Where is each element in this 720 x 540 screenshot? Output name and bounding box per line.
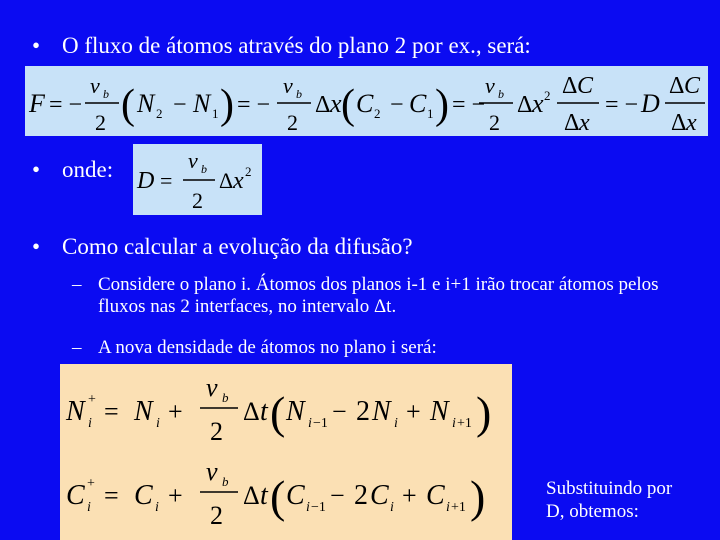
svg-text:t: t: [260, 396, 268, 427]
svg-text:D: D: [641, 89, 660, 118]
svg-text:Δ: Δ: [564, 110, 580, 136]
svg-text:2: 2: [192, 188, 203, 213]
sub-bullet-planes: [72, 274, 692, 319]
svg-text:2: 2: [210, 501, 223, 530]
svg-text:D: D: [137, 168, 155, 194]
svg-text:N: N: [372, 396, 391, 427]
svg-text:C: C: [370, 480, 389, 511]
svg-text:+: +: [168, 397, 183, 426]
svg-text:C: C: [286, 480, 305, 511]
svg-text:2: 2: [544, 88, 551, 103]
svg-text:−: −: [390, 92, 404, 118]
svg-text:): ): [476, 387, 492, 438]
svg-text:x: x: [330, 89, 342, 118]
diffusivity-equation-graphic: [133, 144, 262, 215]
side-note: Substituindo por D, obtemos:: [546, 478, 673, 522]
svg-text:i: i: [156, 416, 160, 431]
svg-text:−: −: [173, 92, 187, 118]
svg-text:Δ: Δ: [219, 168, 234, 193]
svg-text:x: x: [686, 110, 697, 136]
svg-text:ν: ν: [485, 73, 495, 98]
svg-text:−1: −1: [313, 416, 328, 431]
svg-text:x: x: [579, 110, 590, 136]
svg-text:C: C: [684, 73, 701, 99]
flux-equation: [25, 66, 708, 136]
svg-text:x: x: [532, 89, 544, 118]
svg-text:): ): [435, 82, 449, 128]
bullet-flux: [32, 33, 531, 58]
svg-text:2: 2: [210, 417, 223, 446]
svg-text:i: i: [390, 500, 394, 515]
svg-text:2: 2: [374, 106, 381, 121]
svg-text:−1: −1: [311, 500, 326, 515]
svg-text:): ): [220, 82, 234, 128]
bullet-question-text: Como calcular a evolução da difusão?: [62, 234, 413, 259]
svg-text:+1: +1: [457, 416, 472, 431]
dash-marker: –: [72, 274, 82, 295]
update-equations: [60, 364, 512, 540]
svg-text:2: 2: [156, 106, 163, 121]
svg-text:N: N: [66, 396, 85, 427]
sub-bullet-planes-text: Considere o plano i. Átomos dos planos i-1 e i+1 irão trocar átomos pelos fluxos nas 2 interfaces, no intervalo Δt.: [98, 274, 659, 318]
svg-text:=: =: [104, 397, 119, 426]
svg-text:2: 2: [287, 110, 298, 135]
svg-text:i: i: [452, 416, 456, 431]
svg-text:b: b: [222, 474, 229, 489]
svg-text:Δ: Δ: [562, 73, 578, 99]
sub-bullet-density: [72, 337, 692, 359]
bullet-marker: •: [32, 33, 41, 58]
svg-text:(: (: [121, 82, 135, 128]
svg-text:(: (: [341, 82, 355, 128]
svg-text:+1: +1: [451, 500, 466, 515]
svg-text:ν: ν: [90, 73, 100, 98]
bullet-marker: •: [32, 234, 41, 259]
svg-text:N: N: [134, 396, 153, 427]
svg-text:N: N: [193, 89, 211, 118]
svg-text:C: C: [577, 73, 594, 99]
svg-text:i: i: [446, 500, 450, 515]
svg-text:C: C: [66, 480, 85, 511]
svg-text:i: i: [306, 500, 310, 515]
svg-text:i: i: [155, 500, 159, 515]
svg-text:+: +: [406, 397, 421, 426]
svg-text:= −: = −: [452, 92, 486, 118]
svg-text:Δ: Δ: [517, 92, 533, 118]
svg-text:2: 2: [356, 396, 370, 427]
sub-bullet-density-text: A nova densidade de átomos no plano i será:: [98, 337, 437, 358]
svg-text:2: 2: [245, 164, 252, 179]
update-equations-graphic: [60, 364, 512, 540]
svg-text:Δ: Δ: [671, 110, 687, 136]
bullet-where: [32, 157, 113, 182]
svg-text:−: −: [330, 481, 345, 510]
svg-text:i: i: [87, 500, 91, 515]
svg-text:ν: ν: [188, 148, 198, 173]
svg-text:1: 1: [427, 106, 434, 121]
bullet-question: [32, 234, 413, 259]
svg-text:i: i: [308, 416, 312, 431]
svg-text:C: C: [426, 480, 445, 511]
diffusivity-equation: [133, 144, 262, 215]
svg-text:ν: ν: [283, 73, 293, 98]
dash-marker: –: [72, 337, 82, 358]
svg-text:b: b: [103, 87, 109, 101]
svg-text:(: (: [270, 387, 286, 438]
svg-text:i: i: [394, 416, 398, 431]
svg-text:Δ: Δ: [243, 481, 260, 510]
svg-text:i: i: [88, 416, 92, 431]
svg-text:−: −: [332, 397, 347, 426]
bullet-marker: •: [32, 157, 41, 182]
svg-text:N: N: [286, 396, 305, 427]
svg-text:ν: ν: [206, 457, 218, 486]
svg-text:): ): [470, 471, 486, 522]
svg-text:1: 1: [212, 106, 219, 121]
svg-text:Δ: Δ: [315, 92, 331, 118]
svg-text:2: 2: [354, 480, 368, 511]
svg-text:+: +: [168, 481, 183, 510]
svg-text:=: =: [160, 168, 173, 193]
svg-text:=: =: [104, 481, 119, 510]
svg-text:= −: = −: [605, 92, 639, 118]
svg-text:x: x: [233, 168, 244, 194]
svg-text:= −: = −: [49, 92, 83, 118]
flux-equation-graphic: [25, 66, 708, 136]
svg-text:+: +: [87, 476, 95, 491]
bullet-where-text: onde:: [62, 157, 114, 182]
svg-text:+: +: [402, 481, 417, 510]
svg-text:F: F: [29, 89, 45, 118]
svg-text:+: +: [88, 392, 96, 407]
svg-text:b: b: [222, 390, 229, 405]
svg-text:b: b: [498, 87, 504, 101]
svg-text:2: 2: [95, 110, 106, 135]
svg-text:b: b: [201, 162, 207, 176]
bullet-flux-text: O fluxo de átomos através do plano 2 por ex., será:: [62, 33, 531, 58]
svg-text:C: C: [134, 480, 153, 511]
svg-text:C: C: [356, 89, 374, 118]
svg-text:ν: ν: [206, 373, 218, 402]
svg-text:C: C: [409, 89, 427, 118]
svg-text:2: 2: [489, 110, 500, 135]
svg-text:N: N: [137, 89, 155, 118]
svg-text:Δ: Δ: [243, 397, 260, 426]
svg-text:t: t: [260, 480, 268, 511]
svg-text:Δ: Δ: [669, 73, 685, 99]
svg-text:N: N: [430, 396, 449, 427]
svg-text:b: b: [296, 87, 302, 101]
svg-text:(: (: [270, 471, 286, 522]
svg-text:= −: = −: [237, 92, 271, 118]
